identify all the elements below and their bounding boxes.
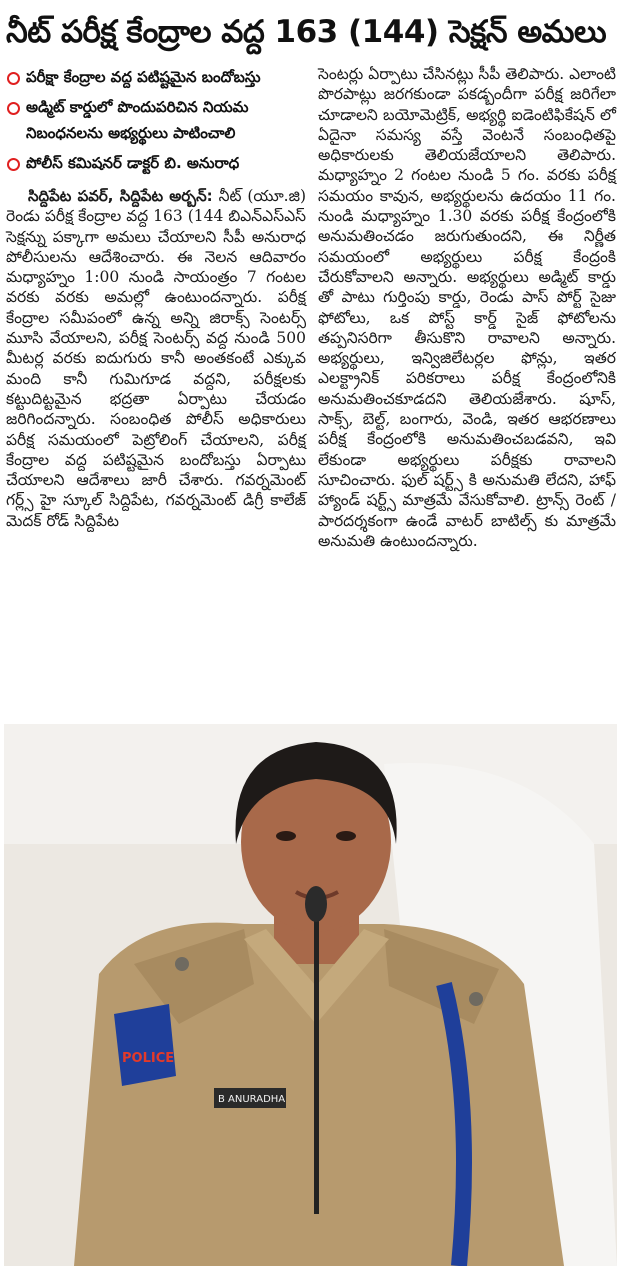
bullet-circle-icon bbox=[7, 72, 20, 85]
left-column bbox=[6, 64, 306, 531]
bullet-list bbox=[6, 64, 306, 176]
microphone-icon bbox=[305, 886, 327, 922]
body-paragraph-left bbox=[6, 186, 306, 531]
bullet-item bbox=[6, 94, 306, 146]
bullet-item bbox=[6, 150, 306, 176]
patch-text: POLICE bbox=[122, 1051, 175, 1066]
rank-star-icon bbox=[175, 957, 189, 971]
microphone-stand bbox=[314, 914, 319, 1214]
left-eye bbox=[276, 831, 296, 841]
bullet-text: పోలీస్ కమిషనర్ డాక్టర్ బి. అనురాధ bbox=[26, 154, 240, 172]
police-shoulder-patch bbox=[114, 1004, 176, 1086]
body-paragraph-right: సెంటర్లు ఏర్పాటు చేసినట్లు సీపీ తెలిపారు. ఎలాంటి పొరపాట్లు జరగకుండా పకడ్బందీగా పరీక్ష జరిగేలా చూడాలని బయోమెట్రిక్, అభ్యర్థి ఐడెంటిఫికేషన్ లో ఏదైనా సమస్య వస్తే వెంటనే సంబంధితపై అధికారులకు తెలియజేయాలని తెలిపారు. మధ్యాహ్నం 2 గంటల నుండి 5 గం. వరకు పరీక్ష సమయం కావున, అభ్యర్థులను ఉదయం 11 గం. నుండి మధ్యాహ్నం 1.30 వరకు పరీక్ష కేంద్రంలోకి అనుమతించడం జరుగుతుందని, ఈ నిర్ణీత సమయంలో అభ్యర్థులు పరీక్ష కేంద్రంకి చేరుకోవాలని అన్నారు. అభ్యర్థులు అడ్మిట్ కార్డు తో పాటు గుర్తింపు కార్డు, రెండు పాస్ పోర్ట్ సైజు ఫోటోలు, ఒక పోస్ట్ కార్డ్ సైజ్ ఫోటోలను తప్పనిసరిగా తీసుకొని రావాలని అన్నారు. అభ్యర్థులు, ఇన్విజిలేటర్లల ఫోన్లు, ఇతర ఎలక్ట్రానిక్ పరికరాలు పరీక్ష కేంద్రంలోనికి అనుమతించకూడదని తెలియజేశారు. షూస్, సాక్స్, బెల్ట్, బంగారు, వెండి, ఇతర ఆభరణాలు పరీక్ష కేంద్రంలోకి అనుమతించబడవని, ఇవి లేకుండా అభ్యర్థులు పరీక్షకు రావాలని సూచించారు. ఫుల్ షర్ట్స్ కి అనుమతి లేదని, హాఫ్ హ్యాండ్ షర్ట్స్ మాత్రమే వేసుకోవాలి. ట్రాన్స్ రెంట్ / పారదర్శకంగా ఉండే వాటర్ బాటిల్స్ కు మాత్రమే అనుమతి ఉంటుందన్నారు. bbox=[318, 65, 616, 550]
commissioner-photo bbox=[4, 724, 617, 1266]
dateline: సిద్దిపేట పవర్, సిద్దిపేట అర్బన్: bbox=[28, 187, 213, 205]
name-badge-text: B ANURADHA bbox=[218, 1094, 286, 1105]
rank-star-icon bbox=[469, 992, 483, 1006]
right-column bbox=[318, 64, 616, 551]
bullet-text: పరీక్షా కేంద్రాల వద్ద పటిష్టమైన బందోబస్తు bbox=[26, 68, 261, 86]
right-eye bbox=[336, 831, 356, 841]
headline: నీట్ పరీక్ష కేంద్రాల వద్ద 163 (144) సెక్షన్ అమలు bbox=[6, 14, 607, 50]
bullet-item bbox=[6, 64, 306, 90]
bullet-circle-icon bbox=[7, 102, 20, 115]
bullet-circle-icon bbox=[7, 158, 20, 171]
body-text-left: నీట్ (యూ.జి) రెండు పరీక్ష కేంద్రాల వద్ద 163 (144 బిఎన్ఎస్ఎస్ సెక్షన్ను పక్కాగా అమలు చేయాలని సీపీ అనురాధ పోలీసులను ఆదేశించారు. ఈ నెలన ఆదివారం మధ్యాహ్నం 1:00 నుండి సాయంత్రం 7 గంటల వరకు వరకు అమల్లో ఉంటుందన్నారు. పరీక్ష కేంద్రాల సమీపంలో ఉన్న అన్ని జిరాక్స్ సెంటర్స్ మూసి వేయాలని, పరీక్ష సెంటర్స్ వద్ద నుండి 500 మీటర్ల వరకు ఐదుగురు కానీ అంతకంటే ఎక్కువ మంది కానీ గుమిగూడ వద్దని, పరీక్షలకు కట్టుదిట్టమైన భద్రతా ఏర్పాటు చేయడం జరిగిందన్నారు. సంబంధిత పోలీస్ అధికారులు పరీక్ష సమయంలో పెట్రోలింగ్ చేయాలని, పరీక్ష కేంద్రాల వద్ద పటిష్టమైన బందోబస్తు ఏర్పాటు చేయాలని ఆదేశాలు జారీ చేశారు. గవర్నమెంట్ గర్ల్స్ హై స్కూల్ సిద్దిపేట, గవర్నమెంట్ డిగ్రీ కాలేజ్ మెదక్ రోడ్ సిద్దిపేట bbox=[6, 187, 306, 530]
bullet-text: అడ్మిట్ కార్డులో పొందుపరిచిన నియమ నిబంధనలను అభ్యర్థులు పాటించాలి bbox=[26, 98, 249, 142]
photo-illustration bbox=[4, 724, 617, 1266]
